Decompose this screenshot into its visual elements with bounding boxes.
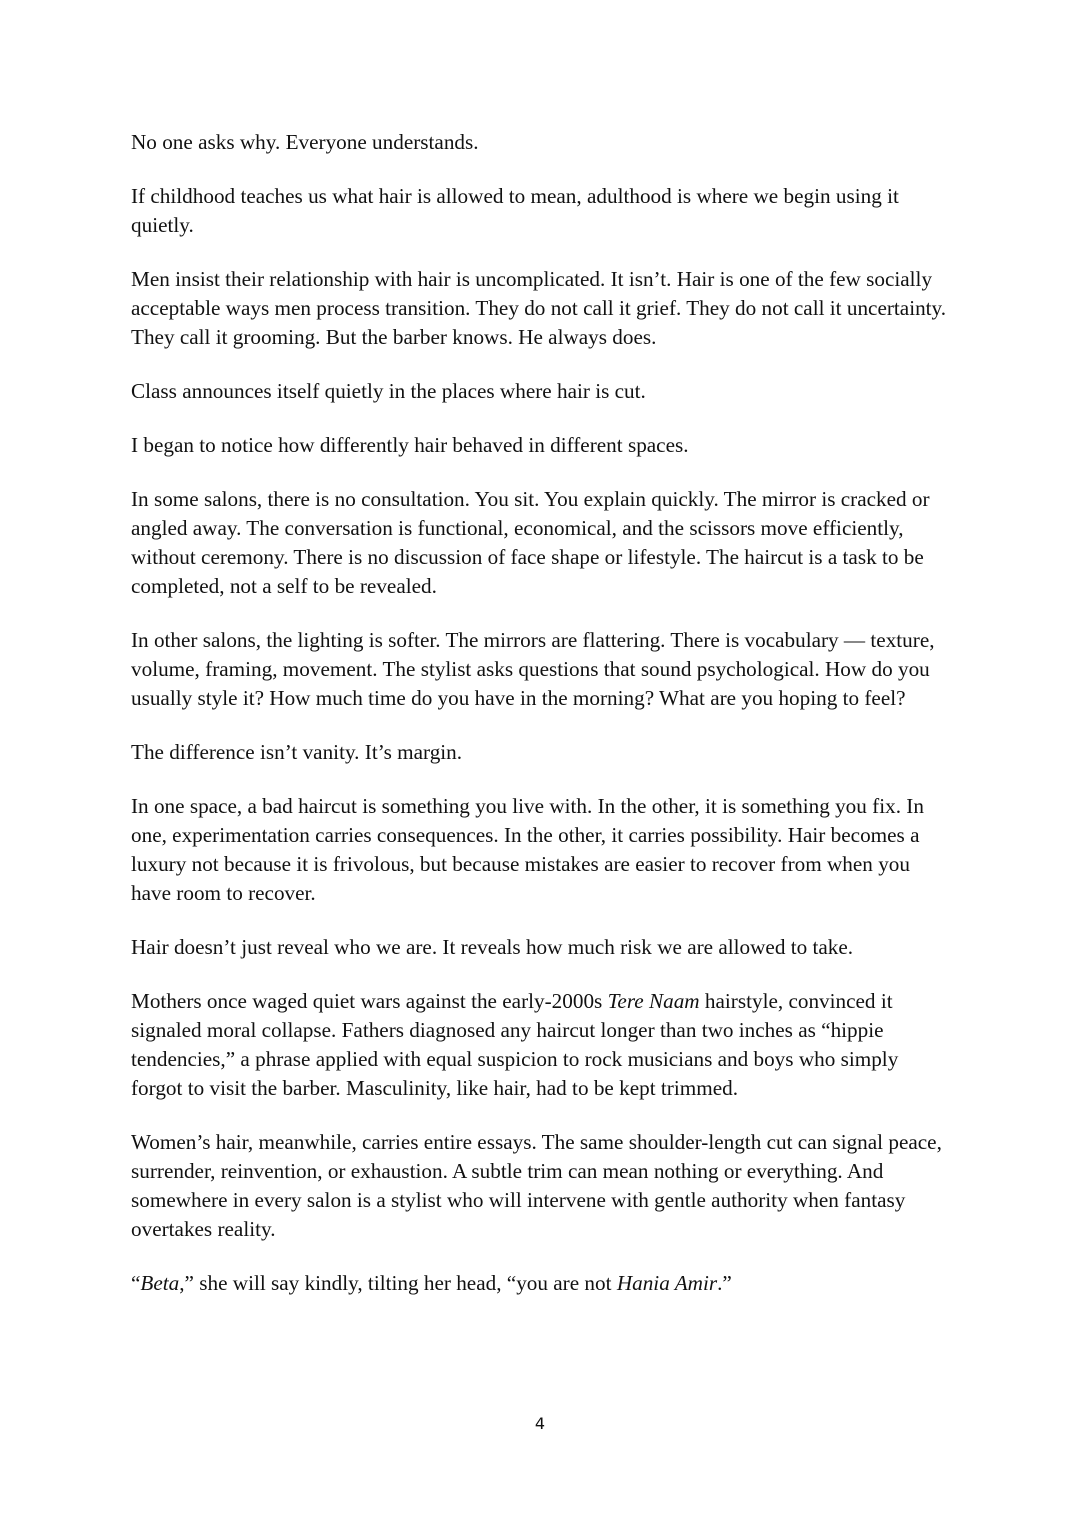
paragraph <box>131 431 951 460</box>
paragraph <box>131 265 951 352</box>
italic-text: Hania Amir <box>616 1271 718 1295</box>
page-number: 4 <box>534 1414 546 1433</box>
paragraph <box>131 738 951 767</box>
text-segment: Men insist their relationship with hair is uncomplicated. It isn’t. Hair is one of the few socially acceptable ways men process transition. They do not call it grief. They do not call it uncertainty. They call it grooming. But the barber knows. He always does. <box>131 267 947 349</box>
paragraph <box>131 792 951 908</box>
paragraph <box>131 987 951 1103</box>
text-segment: If childhood teaches us what hair is allowed to mean, adulthood is where we begin using it quietly. <box>131 184 899 237</box>
text-segment: Women’s hair, meanwhile, carries entire essays. The same shoulder-length cut can signal peace, surrender, reinvention, or exhaustion. A subtle trim can mean nothing or everything. And somewhere in every salon is a stylist who will intervene with gentle authority when fantasy overtakes reality. <box>131 1130 942 1241</box>
text-segment: .” <box>717 1271 732 1295</box>
paragraph <box>131 1269 951 1298</box>
text-segment: hairstyle, convinced it signaled moral collapse. Fathers diagnosed any haircut longer than two inches as “hippie tendencies,” a phrase applied with equal suspicion to rock musicians and boys who simply forgot to visit the barber. Masculinity, like hair, had to be kept trimmed. <box>131 989 899 1100</box>
text-segment: “ <box>131 1271 141 1295</box>
italic-text: Beta <box>140 1271 180 1295</box>
body-text <box>131 128 951 1323</box>
text-segment: Mothers once waged quiet wars against the early-2000s <box>131 989 608 1013</box>
text-segment: Class announces itself quietly in the places where hair is cut. <box>131 379 646 403</box>
text-segment: In other salons, the lighting is softer. The mirrors are flattering. There is vocabulary — texture, volume, framing, movement. The stylist asks questions that sound psychological. How do you usually style it? How much time do you have in the morning? What are you hoping to feel? <box>131 628 935 710</box>
text-segment: I began to notice how differently hair behaved in different spaces. <box>131 433 689 457</box>
paragraph <box>131 128 951 157</box>
paragraph <box>131 485 951 601</box>
paragraph <box>131 377 951 406</box>
text-segment: Hair doesn’t just reveal who we are. It reveals how much risk we are allowed to take. <box>131 935 854 959</box>
text-segment: The difference isn’t vanity. It’s margin. <box>131 740 463 764</box>
text-segment: No one asks why. Everyone understands. <box>131 130 479 154</box>
paragraph <box>131 1128 951 1244</box>
text-segment: In one space, a bad haircut is something you live with. In the other, it is something you fix. In one, experimentation carries consequences. In the other, it carries possibility. Hair becomes a luxury not because it is frivolous, but because mistakes are easier to recover from when you have room to recover. <box>131 794 924 905</box>
paragraph <box>131 626 951 713</box>
paragraph <box>131 933 951 962</box>
italic-text: Tere Naam <box>607 989 700 1013</box>
text-segment: In some salons, there is no consultation. You sit. You explain quickly. The mirror is cracked or angled away. The conversation is functional, economical, and the scissors move efficiently, without ceremony. There is no discussion of face shape or lifestyle. The haircut is a task to be completed, not a self to be revealed. <box>131 487 930 598</box>
paragraph <box>131 182 951 240</box>
text-segment: ,” she will say kindly, tilting her head, “you are not <box>179 1271 617 1295</box>
